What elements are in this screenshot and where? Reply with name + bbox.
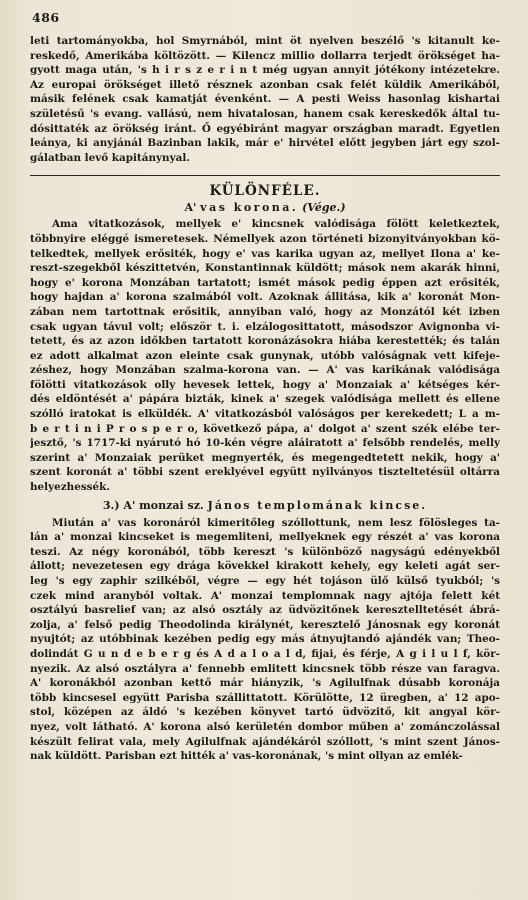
text-line: Az europai örökséget illető résznek azonban csak felét küldik Amerikából,	[30, 78, 500, 91]
section-title: KÜLÖNFÉLE.	[209, 183, 321, 200]
text-line: készült felirat vala, mely Agilulfnak ajándékáról szóllott, 's mint szent János-	[30, 735, 500, 748]
text-line: teszi. Az négy koronából, több kereszt 's különböző nagyságú edényekből	[30, 545, 500, 558]
text-line: dósittaték az örökség iránt. Ő egyébiránt magyar országban maradt. Egyetlen	[30, 122, 500, 135]
text-line: fölötti vitatkozások olly hevesek lettek, hogy a' Monzaiak a' kétséges kér-	[30, 378, 500, 391]
paragraph-inheritance-news	[30, 34, 500, 165]
text-line: gálatban levő kapitánynyal.	[30, 151, 190, 164]
text-line: nyezik. Az alsó osztályra a' fennebb emlitett kincsnek több része van faragva.	[30, 662, 500, 675]
article-title-spaced: vas korona.	[200, 201, 299, 215]
text-line: hogy hajdan a' korona szalmából volt. Azoknak állitása, kik a' koronát Mon-	[30, 291, 500, 304]
subsection-heading	[30, 498, 500, 514]
text-line: leg 's egy zaphir szilkéből, végre — egy hét tojáson ülő külső tyukból; 's	[30, 575, 500, 587]
text-line: állott; nevezetesen egy drága kövekkel kirakott kehely, egy keleti agát ser-	[30, 560, 500, 573]
article-title-suffix: (Vége.)	[298, 201, 346, 215]
text-line: dolindát G u n d e b e r g és A d a l o a l d, fijai, és férje, A g i l u l f, kör-	[30, 647, 500, 660]
text-line: szent koronát a' többi szent ereklyével együtt nyilványos tiszteltetésül oltárra	[30, 466, 500, 479]
text-line: A' koronákból azonban kettő már hiányzik, 's Agilulfnak dúsabb koronája	[30, 677, 500, 690]
text-line: több kincsesel együtt Parisba szállittatott. Körülötte, 12 üregben, a' 12 apo-	[30, 691, 500, 704]
text-line: nyez, volt látható. A' korona alsó kerületén dombor műben a' zománczolással	[30, 720, 500, 733]
text-line: nak küldött. Parisban ezt hitték a' vas-koronának, 's mint ollyan az emlék-	[30, 750, 463, 763]
text-line: zában nem tartottnak erősitik, annyiban való, hogy az Monzától két izben	[30, 305, 500, 318]
text-line: jesztő, 's 1717-ki nyárutó hó 10-kén végre aláiratott a' felsőbb rendelés, melly	[30, 437, 500, 450]
text-line: leánya, ki anyjánál Bazinban lakik, már e' hirvétel előtt jegyben járt egy szol-	[30, 137, 500, 150]
text-line: születésű 's evang. vallású, nem hivatalosan, hanem csak kereskedők által tu-	[30, 107, 500, 120]
text-line: reskedő, Amerikába költözött. — Kilencz millio dollarra terjedt örökséget ha-	[30, 49, 500, 62]
text-line: gyott maga után, 's h i r s z e r i n t még ugyan annyit jótékony intézetekre.	[30, 64, 500, 77]
text-line: csak ugyan távul volt; először t. i. elzálogosittatott, másodszor Avignonba vi-	[30, 320, 500, 333]
text-line: helyezhessék.	[30, 481, 110, 494]
text-line: többnyire eléggé ismeretesek. Némellyek azon történeti bizonyitványokban kö-	[30, 232, 500, 245]
text-line: ez adott alkalmat azon eleinte csak gunynak, utóbb valóságnak vett kifeje-	[30, 349, 500, 362]
text-line: Ama vitatkozások, mellyek e' kincsnek valódisága fölött keletkeztek,	[52, 218, 500, 231]
text-line: lán a' monzai kincseket is megemliteni, mellyeknek egy részét a' vas korona	[30, 531, 500, 544]
text-line: nyujtót; az utóbbinak kezében pedig egy más átnyujtandó ajándék van; Theo-	[30, 633, 500, 646]
text-line: czek mind aranyból voltak. A' monzai templomnak nagy ajtója felett két	[30, 589, 500, 602]
text-line: leti tartományokba, hol Smyrnából, mint öt nyelven beszélő 's kitanult ke-	[30, 35, 500, 47]
text-line: telkedtek, mellyek erősiték, hogy e' vas karika ugyan az, mellyet Ilona a' ke-	[30, 247, 500, 260]
text-line: dés eldöntését a' pápára bizták, kinek a' szegek valódisága mellett és ellene	[30, 393, 500, 406]
text-line: b e r t i n i P r o s p e r o, következő pápa, a' dolgot a' szent szék elébe ter-	[30, 422, 500, 435]
text-line: szerint a' Monzaiak perüket megnyerték, és megengedtetett nekik, hogy a'	[30, 451, 500, 464]
page-number: 486	[32, 10, 60, 25]
text-line: reszt-szegekből készittetvén, Konstantinnak küldött; mások nem akarák hinni,	[30, 262, 500, 275]
text-line: stol, középen az áldó 's kezében könyvet tartó üdvözitő, kit angyal kör-	[30, 706, 500, 719]
text-line: osztályú basrelief van; az alsó osztály az üdvözitőnek keresztelltetését ábrá-	[30, 604, 500, 617]
paragraph-crown-dispute	[30, 217, 500, 494]
text-line: zéshez, hogy Monzában szalma-korona van. — A' vas karikának valódisága	[30, 364, 500, 377]
section-divider	[30, 175, 500, 176]
text-line: zolja, a' felső pedig Theodolinda királynét, keresztelő Jánosnak egy koronát	[30, 618, 500, 631]
text-line: szólló iratokat is elküldék. A' vitatkozásból valóságos per kerekedett; L a m-	[30, 408, 500, 421]
paragraph-monza-treasury	[30, 516, 500, 764]
text-line: hogy e' korona Monzában tartatott; ismét mások pedig éppen azt erősiték,	[30, 276, 500, 289]
article-title-prefix: A'	[184, 201, 201, 215]
article-title	[30, 200, 500, 215]
text-line: másik felének csak kamatját évenként. — A pesti Weiss hasonlag kishartai	[30, 93, 500, 106]
subsection-heading-prefix: 3.) A' monzai sz.	[102, 498, 208, 512]
text-line: Miután a' vas koronáról kimeritőleg szóllottunk, nem lesz fölösleges ta-	[52, 516, 500, 529]
subsection-heading-spaced: János templomának kincse.	[207, 498, 428, 512]
text-line: tetett, és az azon időkben tartatott koronázásokra hiába kerestették; és talán	[30, 335, 500, 348]
